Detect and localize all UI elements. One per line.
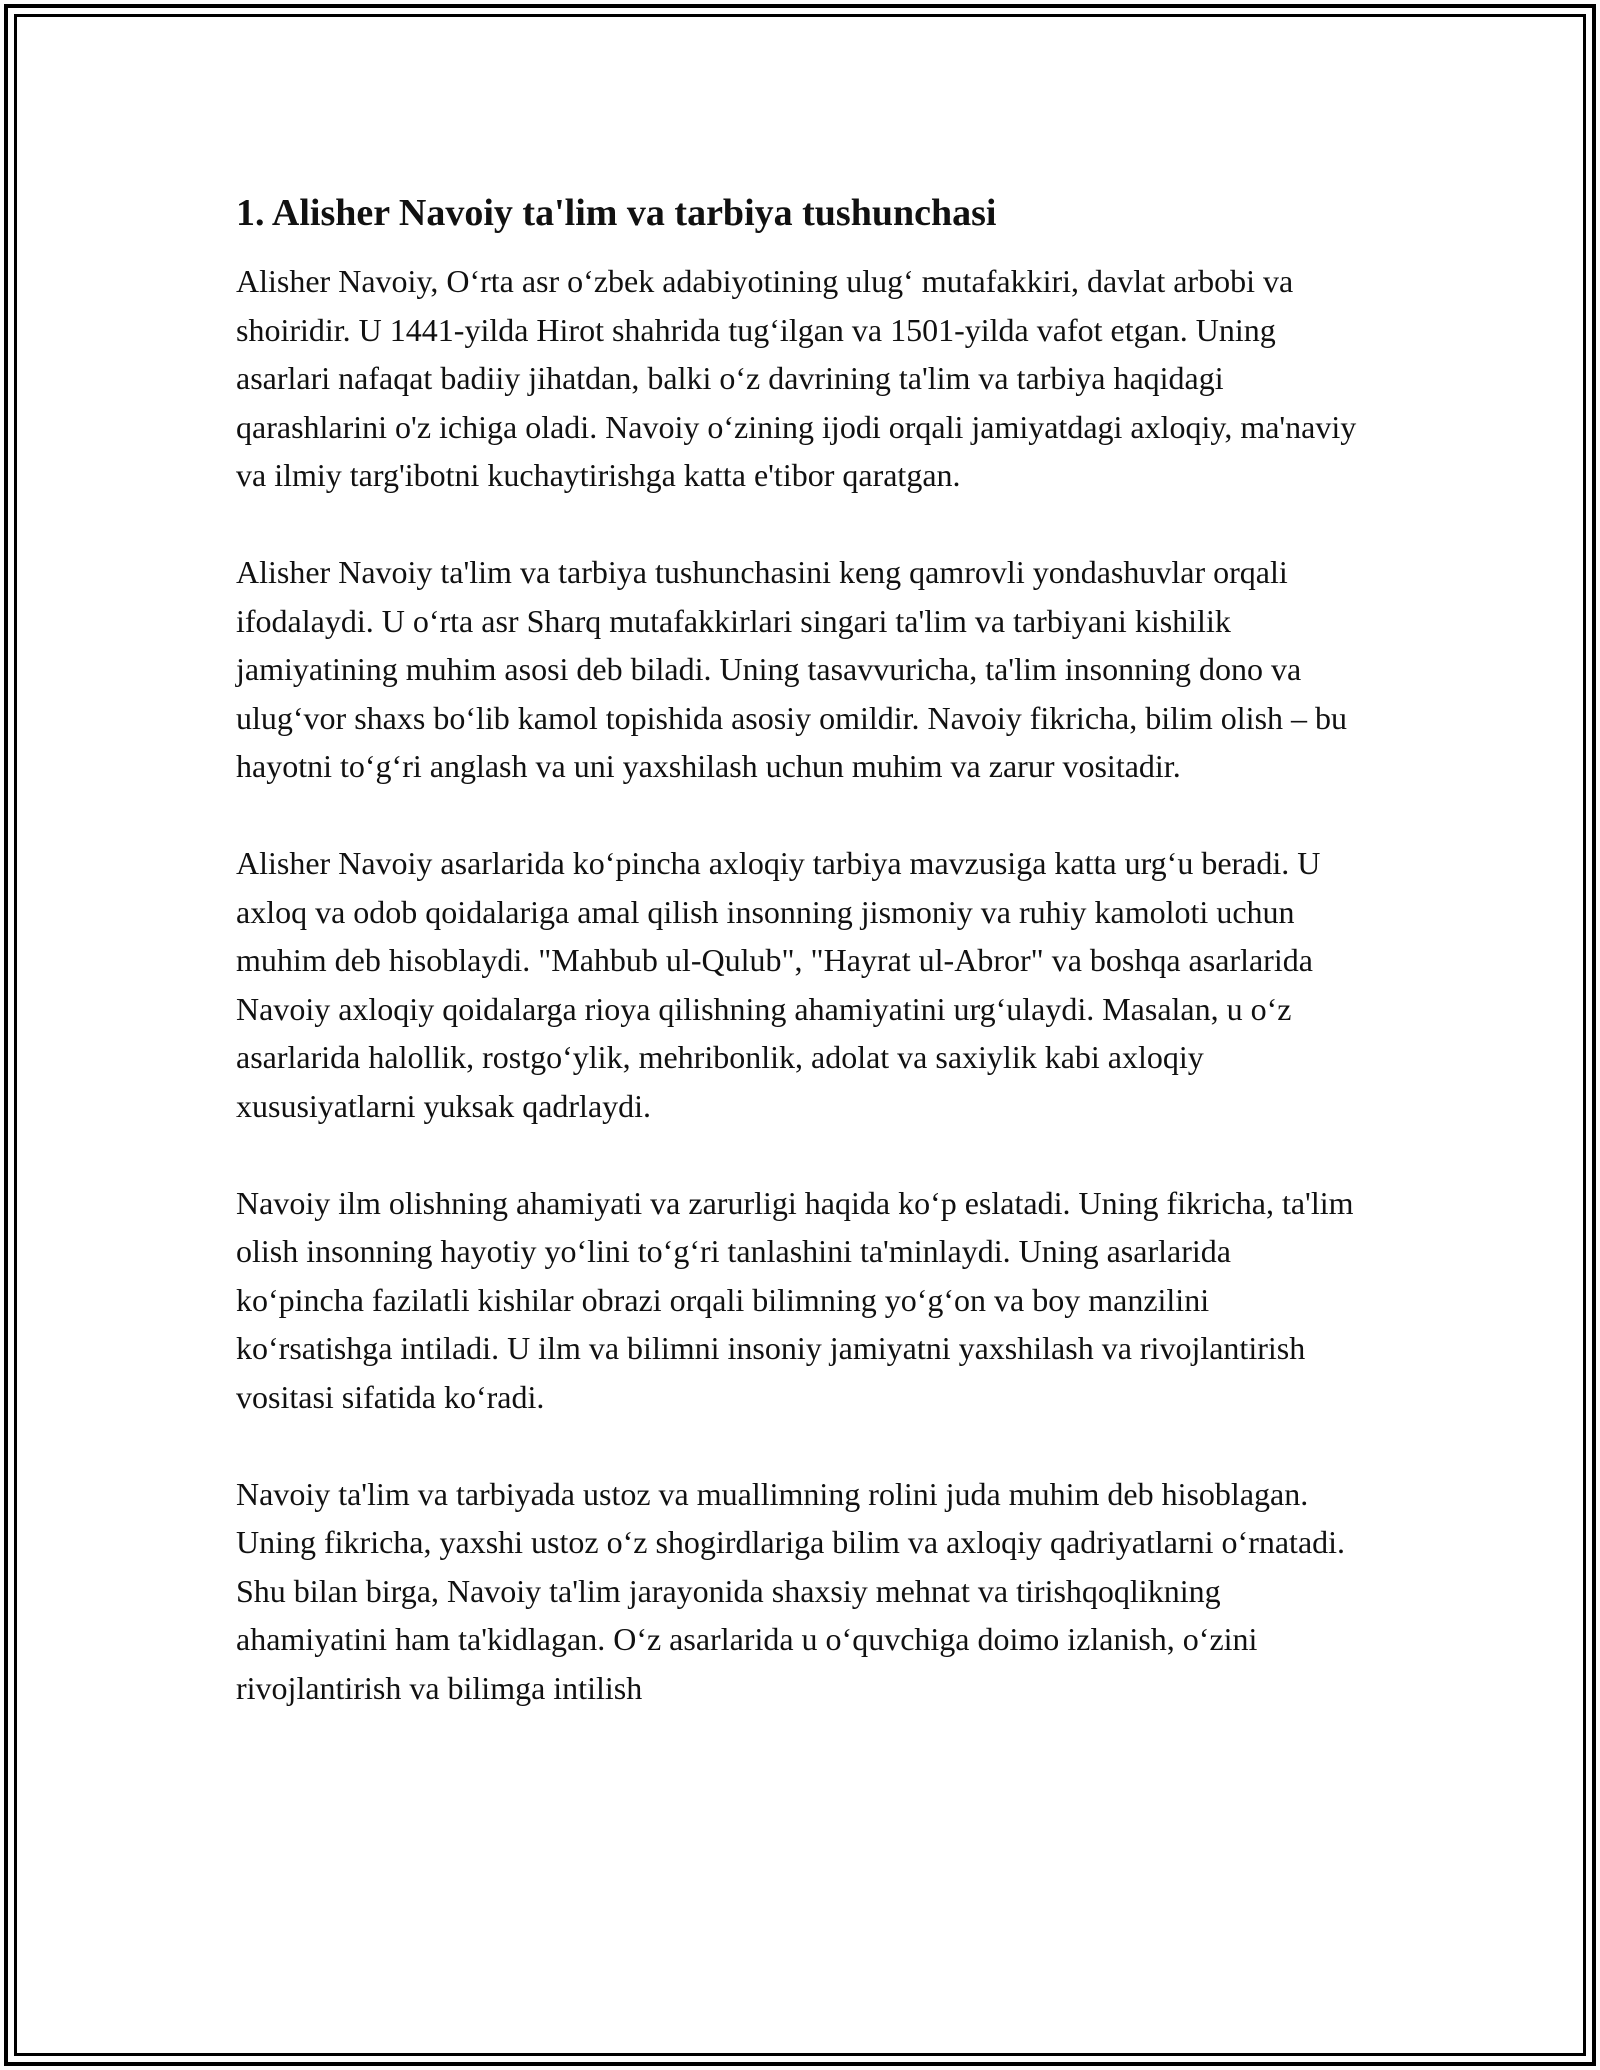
paragraph-3: Alisher Navoiy asarlarida ko‘pincha axloqiy tarbiya mavzusiga katta urg‘u beradi. U axloq va odob qoidalariga amal qilish insonning jismoniy va ruhiy kamoloti uchun muhim deb hisoblaydi. "Mahbub ul-Qulub", "Hayrat ul-Abror" va boshqa asarlarida Navoiy axloqiy qoidalarga rioya qilishning ahamiyatini urg‘ulaydi. Masalan, u o‘z asarlarida halollik, rostgo‘ylik, mehribonlik, adolat va saxiylik kabi axloqiy xususiyatlarni yuksak qadrlaydi. xyxy=(236,845,1321,1124)
paragraph-2: Alisher Navoiy ta'lim va tarbiya tushunchasini keng qamrovli yondashuvlar orqali ifodalaydi. U o‘rta asr Sharq mutafakkirlari singari ta'lim va tarbiyani kishilik jamiyatining muhim asosi deb biladi. Uning tasavvuricha, ta'lim insonning dono va ulug‘vor shaxs bo‘lib kamol topishida asosiy omildir. Navoiy fikricha, bilim olish – bu hayotni to‘g‘ri anglash va uni yaxshilash uchun muhim va zarur vositadir. xyxy=(236,554,1348,784)
paragraph-4: Navoiy ilm olishning ahamiyati va zarurligi haqida ko‘p eslatadi. Uning fikricha, ta'lim olish insonning hayotiy yo‘lini to‘g‘ri tanlashini ta'minlaydi. Uning asarlarida ko‘pincha fazilatli kishilar obrazi orqali bilimning yo‘g‘on va boy manzilini ko‘rsatishga intiladi. U ilm va bilimni insoniy jamiyatni yaxshilash va rivojlantirish vositasi sifatida ko‘radi. xyxy=(236,1184,1354,1415)
paragraph-5: Navoiy ta'lim va tarbiyada ustoz va muallimning rolini juda muhim deb hisoblagan. Uning fikricha, yaxshi ustoz o‘z shogirdlariga bilim va axloqiy qadriyatlarni o‘rnatadi. Shu bilan birga, Navoiy ta'lim jarayonida shaxsiy mehnat va tirishqoqlikning ahamiyatini ham ta'kidlagan. O‘z asarlarida u o‘quvchiga doimo izlanish, o‘zini rivojlantirish va bilimga intilish xyxy=(236,1475,1346,1706)
document-title: 1. Alisher Navoiy ta'lim va tarbiya tushunchasi xyxy=(236,192,997,234)
paragraph-1: Alisher Navoiy, O‘rta asr o‘zbek adabiyotining ulug‘ mutafakkiri, davlat arbobi va shoiridir. U 1441-yilda Hirot shahrida tug‘ilgan va 1501-yilda vafot etgan. Uning asarlari nafaqat badiiy jihatdan, balki o‘z davrining ta'lim va tarbiya haqidagi qarashlarini o'z ichiga oladi. Navoiy o‘zining ijodi orqali jamiyatdagi axloqiy, ma'naviy va ilmiy targ'ibotni kuchaytirishga katta e'tibor qaratgan. xyxy=(236,263,1357,493)
document-body xyxy=(236,185,1366,1712)
